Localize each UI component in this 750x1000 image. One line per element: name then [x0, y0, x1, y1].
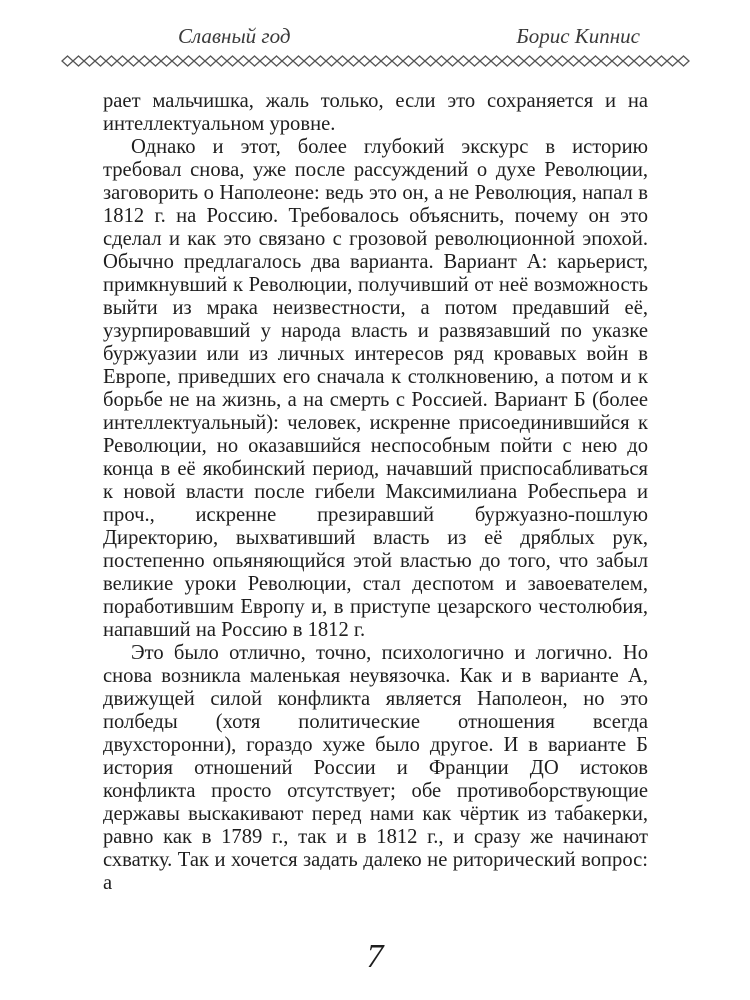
- ornament-link: [150, 56, 161, 66]
- ornament-link: [469, 56, 480, 66]
- ornament-link: [106, 56, 117, 66]
- ornament-link: [634, 56, 645, 66]
- ornament-link: [645, 56, 656, 66]
- ornament-link: [260, 56, 271, 66]
- ornament-link: [205, 56, 216, 66]
- ornament-link: [458, 56, 469, 66]
- ornament-link: [271, 56, 282, 66]
- ornament-link: [436, 56, 447, 66]
- ornament-link: [95, 56, 106, 66]
- ornament-link: [403, 56, 414, 66]
- ornament-link: [216, 56, 227, 66]
- ornament-link: [348, 56, 359, 66]
- paragraph-3: Это было отлично, точно, психологично и логично. Но снова возникла маленькая неувязочка. Как и в варианте А, движущей силой конфликта является Наполеон, но это полбеды (хотя политические отношения всегда двухсторонни), гораздо хуже было другое. И в варианте Б история отношений России и Франции ДО истоков конфликта просто отсутствует; обе противоборствующие державы выскакивают перед нами как чёртик из табакерки, равно как в 1789 г., так и в 1812 г., и сразу же начинают схватку. Так и хочется задать далеко не риторический вопрос: а: [103, 642, 648, 894]
- ornament-link: [172, 56, 183, 66]
- ornament-link: [447, 56, 458, 66]
- ornament-link: [73, 56, 84, 66]
- ornament-link: [524, 56, 535, 66]
- ornament-link: [194, 56, 205, 66]
- ornament-link: [656, 56, 667, 66]
- ornament-link: [425, 56, 436, 66]
- running-header: [60, 14, 690, 48]
- ornament-link: [117, 56, 128, 66]
- ornament-link: [678, 56, 689, 66]
- ornament-link: [227, 56, 238, 66]
- ornament-link: [535, 56, 546, 66]
- ornament-link: [183, 56, 194, 66]
- ornament-link: [293, 56, 304, 66]
- ornament-link: [568, 56, 579, 66]
- ornament-link: [62, 56, 73, 66]
- ornament-link: [238, 56, 249, 66]
- ornament-link: [590, 56, 601, 66]
- ornament-link: [480, 56, 491, 66]
- ornament-link: [392, 56, 403, 66]
- ornament-link: [612, 56, 623, 66]
- ornament-link: [557, 56, 568, 66]
- ornament-link: [315, 56, 326, 66]
- header-author: Борис Кипнис: [516, 24, 640, 48]
- ornament-link: [304, 56, 315, 66]
- ornament-link: [139, 56, 150, 66]
- ornament-link: [546, 56, 557, 66]
- ornament-link: [282, 56, 293, 66]
- ornament-link: [326, 56, 337, 66]
- page-body: [103, 90, 648, 895]
- ornament-link: [667, 56, 678, 66]
- ornament-link: [414, 56, 425, 66]
- ornament-link: [359, 56, 370, 66]
- ornament-link: [623, 56, 634, 66]
- ornament-link: [601, 56, 612, 66]
- ornament-link: [370, 56, 381, 66]
- ornament-link: [579, 56, 590, 66]
- ornament-link: [381, 56, 392, 66]
- ornament-link: [513, 56, 524, 66]
- ornament-link: [249, 56, 260, 66]
- ornament-link: [491, 56, 502, 66]
- ornament-link: [502, 56, 513, 66]
- ornament-link: [84, 56, 95, 66]
- page-number: 7: [366, 938, 384, 975]
- ornament-link: [337, 56, 348, 66]
- ornament-link: [128, 56, 139, 66]
- paragraph-2: Однако и этот, более глубокий экскурс в историю требовал снова, уже после рассуждений о духе Революции, заговорить о Наполеоне: ведь это он, а не Революция, напал в 1812 г. на Россию. Требовалось объяснить, почему он это сделал и как это связано с грозовой революционной эпохой. Обычно предлагалось два варианта. Вариант А: карьерист, примкнувший к Революции, получивший от неё возможность выйти из мрака неизвестности, а потом предавший её, узурпировавший у народа власть и развязавший по указке буржуазии или из личных интересов ряд кровавых войн в Европе, приведших его сначала к столкновению, а потом и к борьбе не на жизнь, а на смерть с Россией. Вариант Б (более интеллектуальный): человек, искренне присоединившийся к Революции, но оказавшийся неспособным пойти с нею до конца в её якобинский период, начавший приспосабливаться к новой власти после гибели Максимилиана Робеспьера и проч., искренне презиравший буржуазно-пошлую Директорию, выхвативший власть из её дряблых рук, постепенно опьяняющийся этой властью до того, что забыл великие уроки Революции, стал деспотом и завоевателем, поработившим Европу и, в приступе цезарского честолюбия, напавший на Россию в 1812 г.: [103, 136, 648, 641]
- paragraph-1: рает мальчишка, жаль только, если это сохраняется и на интеллектуальном уровне.: [103, 90, 648, 135]
- ornament-link: [161, 56, 172, 66]
- header-ornament-divider: [60, 54, 690, 68]
- header-book-title: Славный год: [178, 24, 291, 48]
